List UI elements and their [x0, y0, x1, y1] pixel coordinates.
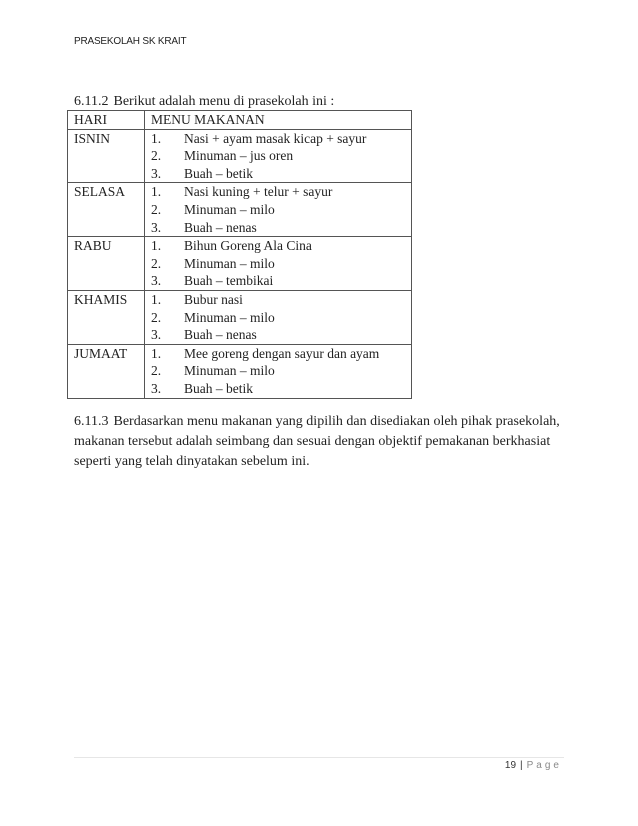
- menu-item-text: Minuman – milo: [184, 309, 275, 325]
- menu-item-number: 3.: [151, 273, 162, 289]
- section-heading: [74, 94, 334, 110]
- table-row: [68, 237, 412, 291]
- page-header: PRASEKOLAH SK KRAIT: [74, 36, 187, 47]
- menu-item-text: Bubur nasi: [184, 291, 243, 307]
- menu-item: [151, 309, 411, 327]
- menu-item-number: 2.: [151, 201, 162, 217]
- menu-item-text: Minuman – milo: [184, 201, 275, 217]
- menu-item: [151, 362, 411, 380]
- menu-table: [67, 110, 412, 399]
- menu-cell: [145, 183, 412, 237]
- menu-item: [151, 345, 411, 363]
- day-cell: JUMAAT: [68, 344, 145, 398]
- paragraph-number: 6.11.3: [74, 414, 109, 429]
- menu-item-text: Buah – tembikai: [184, 273, 274, 289]
- menu-item: [151, 272, 411, 290]
- menu-item-number: 1.: [151, 345, 162, 361]
- menu-item-number: 2.: [151, 363, 162, 379]
- menu-item: [151, 326, 411, 344]
- footer-separator: |: [520, 760, 523, 771]
- menu-item-number: 3.: [151, 380, 162, 396]
- menu-item: [151, 147, 411, 165]
- menu-cell: [145, 129, 412, 183]
- menu-item-text: Buah – nenas: [184, 219, 257, 235]
- menu-item: [151, 130, 411, 148]
- menu-item-number: 2.: [151, 148, 162, 164]
- menu-item: [151, 380, 411, 398]
- menu-item-number: 2.: [151, 255, 162, 271]
- menu-item-number: 1.: [151, 184, 162, 200]
- table-row: [68, 129, 412, 183]
- page-label: Page: [526, 760, 562, 771]
- day-cell: RABU: [68, 237, 145, 291]
- menu-item-number: 2.: [151, 309, 162, 325]
- menu-item-text: Bihun Goreng Ala Cina: [184, 238, 312, 254]
- menu-item: [151, 201, 411, 219]
- menu-item: [151, 165, 411, 183]
- column-header-day: HARI: [68, 111, 145, 130]
- menu-item-text: Mee goreng dengan sayur dan ayam: [184, 345, 380, 361]
- menu-item: [151, 183, 411, 201]
- menu-item-number: 3.: [151, 165, 162, 181]
- section-heading-text: Berikut adalah menu di prasekolah ini :: [113, 94, 335, 109]
- column-header-menu: MENU MAKANAN: [145, 111, 412, 130]
- table-row: [68, 290, 412, 344]
- menu-item: [151, 255, 411, 273]
- menu-item-text: Buah – nenas: [184, 327, 257, 343]
- menu-item: [151, 219, 411, 237]
- paragraph-text: Berdasarkan menu makanan yang dipilih dan disediakan oleh pihak prasekolah, makanan tersebut adalah seimbang dan sesuai dengan objektif pemakanan berkhasiat seperti yang telah dinyatakan sebelum ini.: [74, 414, 560, 469]
- menu-item: [151, 237, 411, 255]
- table-row: [68, 183, 412, 237]
- menu-item-number: 3.: [151, 219, 162, 235]
- table-row: [68, 344, 412, 398]
- menu-cell: [145, 344, 412, 398]
- footer-divider: [74, 757, 564, 758]
- menu-table-body: [68, 129, 412, 398]
- menu-item-number: 1.: [151, 130, 162, 146]
- menu-cell: [145, 237, 412, 291]
- menu-item-text: Buah – betik: [184, 165, 253, 181]
- day-cell: SELASA: [68, 183, 145, 237]
- menu-item-text: Nasi + ayam masak kicap + sayur: [184, 130, 367, 146]
- menu-item-text: Minuman – jus oren: [184, 148, 294, 164]
- menu-item-text: Minuman – milo: [184, 255, 275, 271]
- menu-item: [151, 291, 411, 309]
- section-number: 6.11.2: [74, 94, 109, 109]
- day-cell: ISNIN: [68, 129, 145, 183]
- menu-cell: [145, 290, 412, 344]
- page-number: 19: [504, 760, 517, 771]
- day-cell: KHAMIS: [68, 290, 145, 344]
- menu-item-text: Nasi kuning + telur + sayur: [184, 184, 333, 200]
- page-footer: [505, 760, 562, 771]
- menu-item-number: 1.: [151, 291, 162, 307]
- menu-item-number: 1.: [151, 238, 162, 254]
- menu-item-number: 3.: [151, 327, 162, 343]
- menu-item-text: Buah – betik: [184, 380, 253, 396]
- table-header-row: [68, 111, 412, 130]
- section-paragraph: [74, 412, 564, 472]
- menu-item-text: Minuman – milo: [184, 363, 275, 379]
